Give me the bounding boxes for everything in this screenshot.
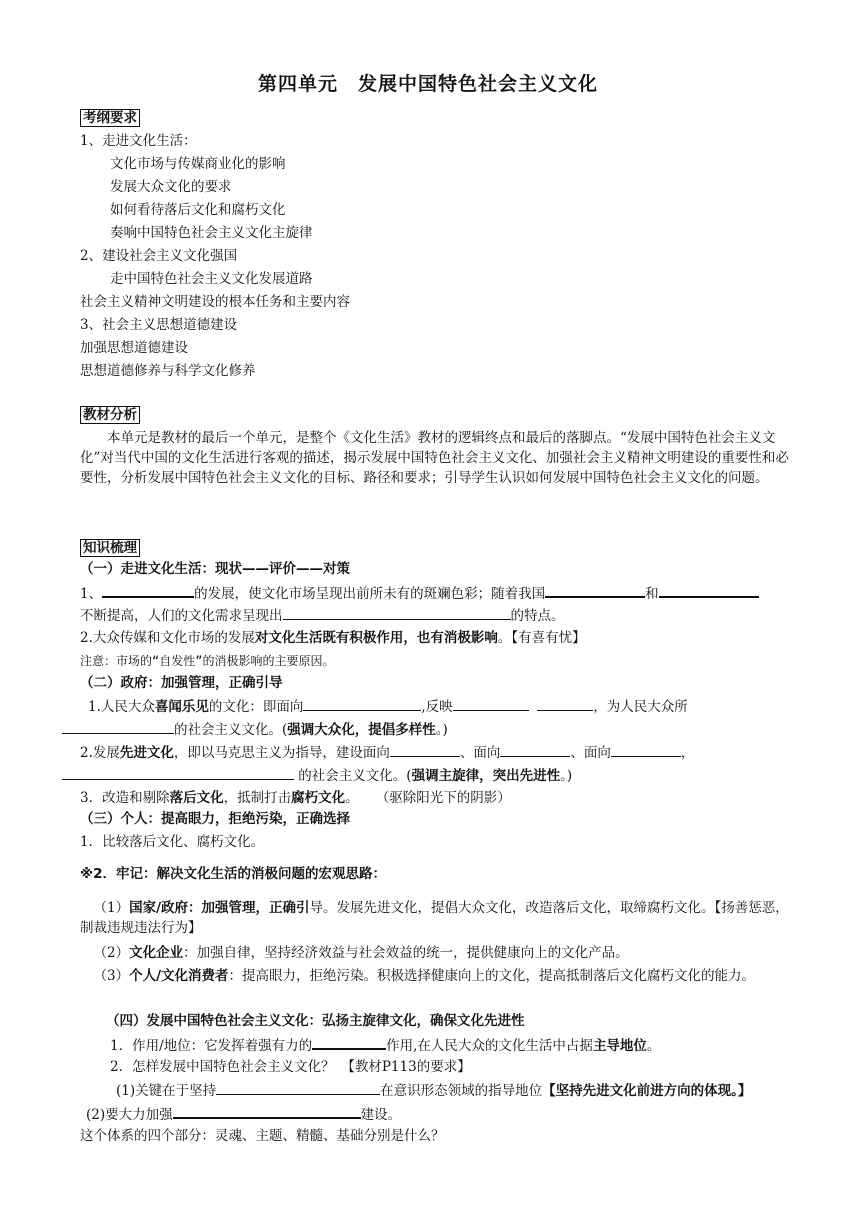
- text-run: 建设。: [360, 1107, 402, 1123]
- fill-line: [62, 719, 448, 740]
- bold-run: 强调主旋律，突出先进性: [411, 768, 561, 784]
- text-run: 。: [646, 1038, 661, 1054]
- fill-line: [88, 696, 688, 717]
- text-run: 的发展，使文化市场呈现出前所未有的斑斓色彩；随着我国: [194, 586, 546, 602]
- fill-line: [80, 742, 694, 763]
- heading-zhishi: [80, 538, 140, 558]
- fill-blank[interactable]: [500, 742, 570, 757]
- bold-run: 先进文化: [119, 745, 174, 761]
- fill-line: [80, 582, 759, 604]
- text-run: ：提高眼力，拒绝污染。积极选择健康向上的文化，提高抵制落后文化腐朽文化的能力。: [228, 968, 756, 984]
- text-run: 。: [345, 790, 359, 806]
- outline-item: 2、建设社会主义文化强国: [80, 248, 238, 264]
- remember-paragraph: [80, 898, 800, 938]
- text-run: 和: [645, 586, 659, 602]
- text-line: 2．怎样发展中国特色社会主义文化？ 【教材P113的要求】: [110, 1059, 471, 1075]
- text-run: 的社会主义文化。(: [174, 722, 288, 738]
- text-run: 不断提高，人们的文化需求呈现出: [80, 608, 283, 624]
- outline-item: 3、社会主义思想道德建设: [80, 317, 238, 333]
- fill-blank[interactable]: [283, 605, 511, 620]
- bold-run: 落后文化: [169, 790, 224, 806]
- text-run: ，抵制打击: [223, 790, 292, 806]
- outline-item: 发展大众文化的要求: [110, 179, 232, 195]
- bold-run: 对文化生活既有积极作用，也有消极影响: [254, 630, 498, 646]
- section-heading-label: 知识梳理: [80, 539, 140, 557]
- text-line: 1．比较落后文化、腐朽文化。: [80, 834, 265, 850]
- page-title: 第四单元 发展中国特色社会主义文化: [258, 73, 599, 95]
- text-run: 、面向: [570, 745, 611, 761]
- fill-blank[interactable]: [545, 582, 645, 598]
- fill-blank[interactable]: [390, 742, 460, 757]
- remember-paragraph: [80, 943, 800, 963]
- fill-line: [80, 605, 565, 626]
- text-run: （3）: [93, 968, 130, 984]
- text-run: 导。发展先进文化，提倡大众文化，改造落后文化，取缔腐朽文化。【扬善惩恶，制裁违规违法行为】: [80, 900, 789, 936]
- text-run: 的文化：即面向: [208, 699, 304, 715]
- text-run: （2）: [93, 945, 130, 961]
- fill-blank[interactable]: [62, 765, 294, 780]
- bold-run: 强调大众化，提倡多样性: [287, 722, 436, 738]
- bold-run: 腐朽文化: [291, 790, 346, 806]
- question-line: 这个体系的四个部分：灵魂、主题、精髓、基础分别是什么？: [80, 1128, 445, 1144]
- bold-run: 文化企业: [129, 945, 184, 961]
- text-run: 的社会主义文化。(: [298, 768, 412, 784]
- text-run: 、面向: [459, 745, 501, 761]
- fill-line: [116, 1080, 751, 1101]
- bold-run: 【坚持先进文化前进方向的体现。】: [542, 1083, 752, 1099]
- fill-blank[interactable]: [102, 582, 194, 598]
- section-heading-label: 教材分析: [80, 406, 140, 424]
- text-run: 。): [435, 722, 448, 738]
- text-run: （1）: [93, 900, 130, 916]
- outline-item: 如何看待落后文化和腐朽文化: [110, 202, 286, 218]
- heading-kaogang: [80, 108, 140, 128]
- fill-blank[interactable]: [537, 696, 593, 711]
- text-run: 。【有喜有忧】: [497, 630, 586, 646]
- text-run: 1．作用/地位：它发挥着强有力的: [110, 1038, 313, 1054]
- fill-blank[interactable]: [453, 696, 529, 711]
- outline-item: 1、走进文化生活：: [80, 133, 197, 149]
- outline-item: 走中国特色社会主义文化发展道路: [110, 271, 313, 287]
- outline-item: 思想道德修养与科学文化修养: [80, 363, 256, 379]
- text-run: ，为人民大众所: [593, 699, 688, 715]
- remember-title: ※2．牢记：解决文化生活的消极问题的宏观思路：: [80, 866, 387, 882]
- fill-line: [110, 1034, 660, 1056]
- text-run: (1)关键在于坚持: [116, 1083, 217, 1099]
- heading-jiaocai: [80, 405, 140, 425]
- text-run: 2.大众传媒和文化市场的发展: [80, 630, 255, 646]
- outline-item: 奏响中国特色社会主义文化主旋律: [110, 225, 313, 241]
- section-heading-label: 考纲要求: [80, 109, 140, 127]
- outline-item: 加强思想道德建设: [80, 340, 188, 356]
- text-run: 1.人民大众: [88, 699, 155, 715]
- text-run: 1、: [80, 586, 103, 602]
- bold-run: 个人/文化消费者: [129, 968, 229, 984]
- subsection-title: （四）发展中国特色社会主义文化：弘扬主旋律文化，确保文化先进性: [106, 1013, 525, 1029]
- fill-blank[interactable]: [659, 582, 759, 598]
- fill-line: [62, 765, 572, 786]
- fill-blank[interactable]: [173, 1103, 361, 1119]
- text-run: 2.发展: [80, 745, 120, 761]
- subsection-title: （三）个人：提高眼力，拒绝污染，正确选择: [80, 811, 350, 827]
- bold-run: 国家/政府：加强管理，正确引: [129, 900, 310, 916]
- subsection-title: （一）走进文化生活：现状——评价——对策: [80, 561, 350, 577]
- outline-item: 文化市场与传媒商业化的影响: [110, 156, 286, 172]
- fill-line: [86, 1103, 401, 1125]
- text-run: ：加强自律，坚持经济效益与社会效益的统一，提供健康向上的文化产品。: [183, 945, 629, 961]
- text-run: 的特点。: [510, 608, 565, 624]
- outline-item: 社会主义精神文明建设的根本任务和主要内容: [80, 294, 350, 310]
- note-line: 注意：市场的“自发性”的消极影响的主要原因。: [80, 654, 335, 668]
- text-run: ,反映: [421, 699, 453, 715]
- fill-blank[interactable]: [312, 1034, 386, 1050]
- text-run: ，即以马克思主义为指导，建设面向: [173, 745, 390, 761]
- bold-run: 喜闻乐见: [154, 699, 209, 715]
- text-run: 作用,在人民大众的文化生活中占据: [386, 1038, 593, 1054]
- text-run: 。): [560, 768, 573, 784]
- text-run: （驱除阳光下的阴影）: [375, 790, 511, 806]
- bold-run: 主导地位: [592, 1038, 647, 1054]
- text-run: 在意识形态领域的指导地位: [380, 1083, 543, 1099]
- analysis-paragraph: 本单元是教材的最后一个单元，是整个《文化生活》教材的逻辑终点和最后的落脚点。“发展中国特色社会主义文化”对当代中国的文化生活进行客观的描述，揭示发展中国特色社会主义文化、加强社会主义精神文明建设的重要性和必要性，分析发展中国特色社会主义文化的目标、路径和要求；引导学生认识如何发展中国特色社会主义文化的问题。: [80, 430, 789, 486]
- text-run: ，: [680, 745, 695, 761]
- text-line: [80, 788, 511, 808]
- subsection-title: （二）政府：加强管理，正确引导: [80, 675, 283, 691]
- fill-blank[interactable]: [62, 719, 174, 734]
- text-run: 3．改造和剔除: [80, 790, 170, 806]
- fill-blank[interactable]: [216, 1080, 380, 1095]
- remember-paragraph: [80, 966, 800, 986]
- text-line: [80, 628, 586, 648]
- fill-blank[interactable]: [611, 742, 681, 757]
- text-run: (2)要大力加强: [86, 1107, 173, 1123]
- fill-blank[interactable]: [303, 696, 421, 711]
